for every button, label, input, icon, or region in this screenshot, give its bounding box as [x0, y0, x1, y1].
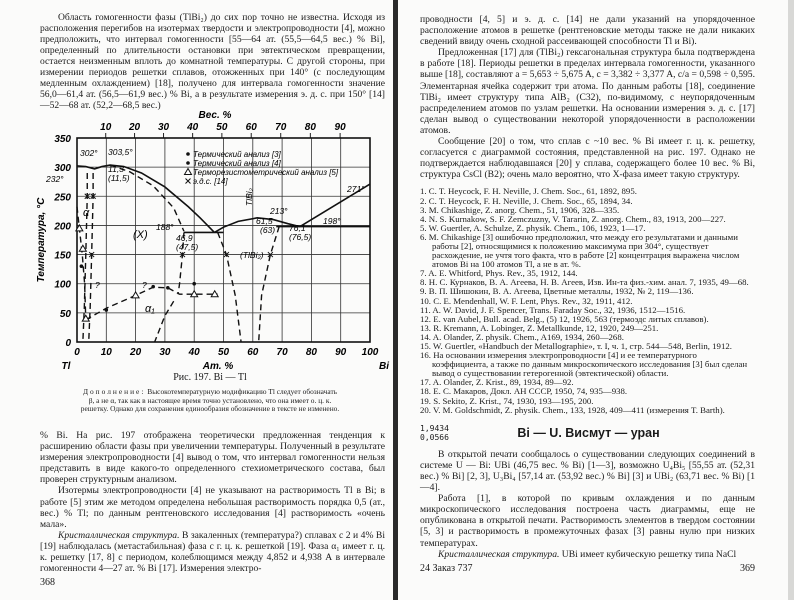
reference-item: 2. C. T. Heycock, F. H. Neville, J. Chem. Soc., 65, 1894, 34.	[420, 195, 633, 206]
diagram-annotation: 61,5	[256, 216, 273, 226]
reference-item: 5. W. Guertler, A. Schulze, Z. physik. Chem., 106, 1923, 1—17.	[420, 222, 646, 233]
x2-tick-label: 40	[187, 122, 199, 133]
y-tick-label: 350	[54, 134, 71, 145]
italic-lead: Кристаллическая структура.	[438, 548, 560, 560]
x-tick-label: 90	[335, 347, 347, 358]
diagram-annotation: 11,3	[108, 164, 124, 174]
legend-entry: э.д.с. [14]	[193, 177, 228, 186]
dot-marker	[166, 286, 170, 290]
diagram-annotation: (TlBi₂)	[240, 250, 264, 260]
series-tlbi2-left	[218, 232, 241, 342]
reference-list	[420, 187, 755, 414]
margin-number: 1,9434	[420, 423, 449, 433]
paragraph: Предложенная [17] для (TlBi₂) гексагональная структура была подтверждена в работе [18]. Периоды решетки в пределах интервала гомогенности, указанного выше [18], составляют a = 5,653 ÷ 5,675 A, c = 3,382 ÷ 3,377 A, c/a = 0,598 ÷ 0,595. Элементарная ячейка содержит три атома. По данным работы [18], соединение TlBi₂ имеет структуру типа AlB₂ (C32), по-видимому, с неупорядоченным распределением атомов по узлам решетки. На основании измерения э. д. с. [17] сделан вывод о существовании некоторой упорядоченности в расположении атомов.	[420, 47, 755, 136]
x2-tick-label: 20	[128, 122, 141, 133]
reference-item: 10. C. E. Mendenhall, W. F. Lent, Phys. Rev., 32, 1911, 412.	[420, 295, 633, 306]
diagram-annotation: 76,1	[289, 223, 306, 233]
x-tick-label: 0	[74, 347, 80, 358]
diagram-annotation: α	[83, 207, 90, 219]
figure-caption: Рис. 197. Bi — Tl	[173, 372, 247, 383]
phase-diagram-bi-tl	[0, 0, 400, 372]
left-bottom-text	[40, 430, 385, 574]
diagram-annotation: 303,5°	[108, 147, 133, 157]
paragraph-text: UBi имеет кубическую решетку типа NaCl	[559, 548, 737, 560]
diagram-annotation: 198°	[323, 216, 341, 226]
diagram-annotation: (11,5)	[108, 173, 130, 183]
x2-tick-label: 70	[275, 122, 287, 133]
x-tick-label: 60	[247, 347, 259, 358]
reference-item: 17. A. Olander, Z. Krist., 89, 1934, 89—92.	[420, 377, 574, 388]
reference-item: 1. C. T. Heycock, F. H. Neville, J. Chem. Soc., 61, 1892, 895.	[420, 186, 637, 197]
x2-axis-label: Вес. %	[198, 110, 232, 121]
legend-entry: Термический анализ [4]	[193, 159, 281, 168]
diagram-annotation: 213°	[270, 206, 288, 216]
reference-item: 14. A. Olander, Z. physik. Chem., A169, 1934, 260—268.	[420, 331, 624, 342]
right-bottom-text	[420, 449, 755, 560]
triangle-marker	[132, 292, 139, 298]
dot-marker	[80, 264, 84, 268]
paragraph	[40, 530, 385, 574]
y-tick-label: 200	[54, 221, 71, 233]
series-x-boundary-low	[155, 301, 174, 342]
dot-marker	[192, 282, 196, 286]
diagram-annotation: (76,5)	[289, 232, 312, 242]
x2-tick-label: 10	[100, 122, 112, 133]
diagram-annotation: 271°	[347, 184, 365, 194]
diagram-annotation: (63)	[260, 225, 276, 235]
legend-cross-icon	[186, 179, 191, 184]
x-tick-label: 10	[100, 347, 112, 358]
page-edge	[788, 0, 794, 600]
x2-tick-label: 50	[216, 122, 228, 133]
legend-dot-icon	[186, 152, 190, 156]
section-heading: Bi — U. Висмут — уран	[517, 425, 660, 440]
paragraph: Сообщение [20] о том, что сплав с ~10 вес. % Bi имеет г. ц. к. решетку, согласуется с диаграммой состояния, представленной на рис. 197. Однако не подтверждается наблюдавшаяся [20] у сплава, содержащего более 10 вес. % Bi, структура CsCl (B2); очень мало вероятно, что X-фаза имеет такую структуру.	[420, 136, 755, 181]
x-end-label-bi: Bi	[379, 361, 389, 372]
x-axis-label: Ат. %	[202, 361, 234, 372]
paragraph: Область гомогенности фазы (TlBi₂) до сих пор точно не известна. Исходя из расположения перегибов на изотермах твердости и электропроводности [4], можно предположить, что интервал гомогенности [55—64 ат. (55,5—64,5 вес.) % Bi], определенный по длительности остановки при эвтектическом превращении, остается неизменным вплоть до комнатной температуры. С другой стороны, при измерении периодов решетки сплавов, отожженных при 140° (с последующим медленным охлаждением) [18], получено для интервала гомогенности значение 56,0—61,4 ат. (56,5—61,9 вес.) % Bi, а в результате измерения э. д. с. при 150° [14]—52—68 ат. (52,2—68,5 вес.)	[40, 12, 385, 111]
reference-item: 3. M. Chikashige, Z. anorg. Chem., 51, 1906, 328—335.	[420, 204, 620, 215]
y-tick-label: 300	[54, 163, 71, 175]
paragraph: В открытой печати сообщалось о существовании следующих соединений в системе U — Bi: UBi (46,75 вес. % Bi) [1—3], возможно U₄Bi₅ [55,55 ат. (52,31 вес.) % Bi] [2, 3], U₃Bi₄ [57,14 ат. (53,92 вес.) % Bi] [3] и UBi₂ (63,71 вес. % Bi) [1—4].	[420, 448, 755, 494]
paragraph: Изотермы электропроводности [4] не указывают на растворимость Tl в Bi; в работе [5] этим же методом определена небольшая растворимость порядка 0,5 (ат., вес.) % Tl; по данным рентгеновского исследования [4] растворимость «очень мала».	[40, 485, 385, 530]
footer-order: 24 Заказ 737	[420, 562, 473, 574]
diagram-annotation: ?	[142, 280, 147, 290]
diagram-annotation: 188°	[156, 222, 174, 232]
legend-dot-icon	[186, 161, 190, 165]
right-page-flow	[420, 14, 755, 575]
margin-numbers	[420, 424, 462, 442]
diagram-annotation: (47,5)	[176, 242, 199, 252]
reference-item: 4. N. S. Kurnakow, S. F. Zemczuzny, V. Tararin, Z. anorg. Chem., 83, 1913, 200—227.	[420, 213, 726, 224]
note-text: Высокотемпературную модификацию Tl следует обозначать β, а не α, так как в настоящее время точно установлено, что она имеет о. ц. к. решетку. Однако для сохранения единообразия обозначение в тексте не изменено.	[80, 387, 340, 414]
paragraph: проводности [4, 5] и э. д. с. [14] не дали указаний на упорядоченное расположение атомов в решетке (рентгеновские методы также не дали никаких сведений ввиду очень сходной рассеивающей способности Tl и Bi).	[420, 14, 755, 48]
y-axis-label: Температура, °C	[36, 197, 47, 283]
left-bottom-flow	[40, 430, 385, 589]
x2-tick-label: 30	[157, 122, 170, 133]
right-top-text	[420, 14, 755, 180]
diagram-annotation: TlBi₂	[244, 188, 254, 206]
margin-number: 0,0566	[420, 432, 449, 442]
reference-item: 19. S. Sekito, Z. Krist., 74, 1930, 193—195, 200.	[420, 395, 594, 406]
x-tick-label: 30	[159, 347, 171, 358]
y-tick-label: 0	[65, 338, 71, 349]
series-tlbi2-right	[259, 227, 280, 342]
legend-entry: Термический анализ [3]	[193, 150, 281, 159]
x-tick-label: 20	[130, 347, 142, 358]
diagram-annotation: 46,9	[176, 233, 193, 243]
reference-item: 18. Е. С. Макаров, Докл. АН СССР, 1950, 74, 935—938.	[420, 386, 628, 397]
reference-item: 13. R. Kremann, A. Lobinger, Z. Metallkunde, 12, 1920, 249—251.	[420, 322, 659, 333]
reference-item: 20. V. M. Goldschmidt, Z. physik. Chem., 133, 1928, 409—411 (измерения T. Barth).	[420, 404, 725, 415]
x-tick-label: 40	[188, 347, 200, 358]
page-number-right: 369	[740, 562, 755, 574]
x2-tick-label: 60	[245, 122, 257, 133]
y-tick-label: 150	[54, 250, 71, 262]
x2-tick-label: 80	[304, 122, 316, 133]
reference-item: 6. M. Chikashige [3] ошибочно предположил, что между его результатами и данными работы [2], относящимися к положению максимума при 304°, существует расхождение, не учтя того факта, что в работе [2] концентрация выражена числом атомов Bi на 100 атомов Tl, а не в ат. %.	[420, 231, 740, 270]
y-tick-label: 50	[59, 308, 71, 320]
y-tick-label: 250	[54, 192, 71, 204]
paragraph-text: В закаленных (температура?) сплавах с 2 и 4% Bi [19] наблюдалась (метастабильная) фаза с г. ц. к. решеткой [19]. Фаза α₁ имеет г. ц. к. решетку [17, 8] с периодом, колеблющимся между 4,852 и 4,938 А в интервале гомогенности 4—27 ат. % Bi [17]. Измерения электро-	[40, 529, 385, 575]
x2-tick-label: 90	[334, 122, 346, 133]
x-tick-label: 70	[276, 347, 288, 358]
reference-item: 15. W. Guertler, «Handbuch der Metallographie», т. I, ч. 1, стр. 544—548, Berlin, 1912.	[420, 341, 732, 351]
reference-item: 7. A. E. Whitford, Phys. Rev., 35, 1912, 144.	[420, 268, 578, 279]
paragraph	[420, 549, 755, 560]
series-alpha-solvus	[77, 207, 86, 320]
reference-item: 12. E. van Aubel, Bull. acad. Belg., (5) 12, 1926, 563 (термоэдс литых сплавов).	[420, 313, 709, 324]
dot-marker	[105, 308, 109, 312]
diagram-annotation: α₁	[145, 303, 155, 315]
reference-item: 11. A. W. David, J. F. Spencer, Trans. Faraday Soc., 32, 1936, 1512—1516.	[420, 304, 686, 315]
section-heading-row	[420, 423, 755, 443]
x-end-label-tl: Tl	[61, 361, 71, 372]
x-tick-label: 100	[361, 347, 379, 358]
diagram-annotation: 302°	[80, 148, 98, 158]
reference-item: 8. Н. С. Курнаков, В. А. Агеева, Н. В. Агеев, Изв. Ин-та физ.-хим. анал. 7, 1935, 49—68.	[420, 277, 749, 288]
reference-item: 9. В. П. Шишокин, В. А. Агеева, Цветные металлы, 1932, № 2, 119—136.	[420, 286, 694, 297]
page-number-left: 368	[40, 577, 55, 589]
y-tick-label: 100	[54, 279, 71, 291]
legend-entry: Терморезистометрический анализ [5]	[193, 168, 339, 177]
note-lead: Дополнение:	[82, 387, 146, 396]
x-tick-label: 50	[217, 347, 230, 358]
diagram-annotation: (X)	[133, 229, 148, 241]
figure-note	[80, 388, 340, 414]
paragraph: % Bi. На рис. 197 отображена теоретически предложенная тенденция к расширению области фазы при увеличении температуры. Полученный в результате измерения электропроводности [4] вывод о том, что интервал гомогенности нельзя представить в виде какого-то определенного стехиометрического состава, был проверен структурным анализом.	[40, 430, 385, 486]
diagram-annotation: 232°	[46, 174, 64, 184]
dot-marker	[151, 285, 155, 289]
legend-triangle-icon	[185, 169, 192, 175]
right-footer	[420, 563, 755, 575]
reference-item: 16. На основании измерения электропроводности [4] и ее температурного коэффициента, а также по данным микроскопического исследования [3] был сделан вывод о существовании гетерогенной (эвтектической) области.	[420, 350, 748, 379]
italic-lead: Кристаллическая структура.	[58, 529, 180, 541]
x-tick-label: 80	[305, 347, 317, 358]
paragraph: Работа [1], в которой по кривым охлаждения и по данным микроскопического исследования построена часть диаграммы, еще не опубликована в открытой печати. Растворимость элементов в твердом состоянии [5, 3] и растворимость в промежуточных фазах [3] равны нулю при низких температурах.	[420, 493, 755, 549]
diagram-annotation: ?	[95, 280, 100, 290]
